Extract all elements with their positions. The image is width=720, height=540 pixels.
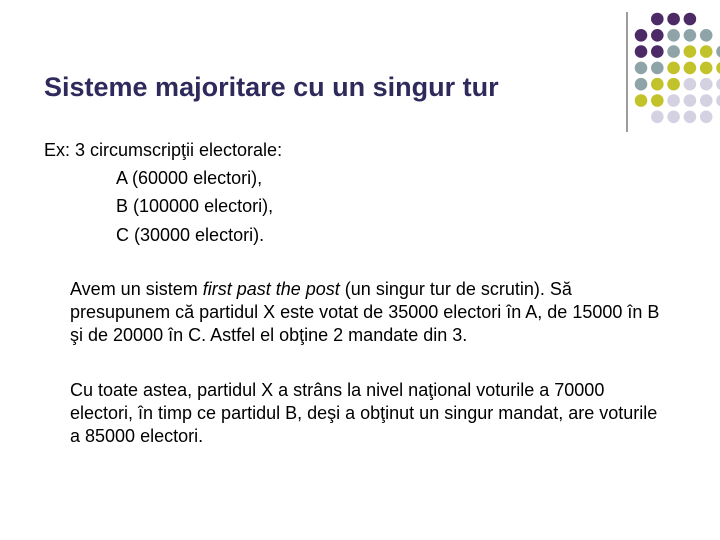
decorative-dot [667,45,680,58]
decorative-dot [667,111,680,124]
decorative-dot [716,94,720,107]
decorative-dot [651,78,664,91]
decorative-dot [635,29,648,42]
decorative-dot [700,45,713,58]
decorative-dot [700,62,713,75]
decorative-dot [651,13,664,26]
decorative-dot [635,45,648,58]
decorative-dot [684,78,697,91]
decorative-dot [651,94,664,107]
decorative-dot-grid [0,0,720,140]
decorative-dot [651,45,664,58]
circumscription-a: A (60000 electori), [116,168,263,188]
decorative-dot [635,62,648,75]
decorative-dot [700,78,713,91]
decorative-dot [667,29,680,42]
decorative-dot [635,94,648,107]
paragraph-national-votes: Cu toate astea, partidul X a strâns la nivel naţional voturile a 70000 electori, în timp ce partidul B, deşi a obţinut un singur mandat, are voturile a 85000 electori. [70,380,658,446]
decorative-dot [684,13,697,26]
circumscription-b: B (100000 electori), [116,196,274,216]
decorative-dot [700,94,713,107]
decorative-dot [667,78,680,91]
decorative-dot [684,62,697,75]
decorative-dot [667,62,680,75]
decorative-dot [651,29,664,42]
decorative-dot [684,94,697,107]
decorative-dot [651,62,664,75]
decorative-dot [667,13,680,26]
slide-title: Sisteme majoritare cu un singur tur [44,72,499,102]
decorative-dot [635,78,648,91]
decorative-dot [684,45,697,58]
decorative-dot [684,111,697,124]
example-intro: Ex: 3 circumscripţii electorale: [44,140,283,160]
fptp-term: first past the post [202,279,340,299]
decorative-dot [716,62,720,75]
decorative-dot [667,94,680,107]
paragraph-fptp-rest: (un singur tur de scrutin). Să presupunem că partidul X este votat de 35000 electori în A, de 15000 în B şi de 20000 în C. Astfel el obţine 2 mandate din 3. [70,279,660,345]
decorative-dot [700,29,713,42]
decorative-dot [684,29,697,42]
decorative-dot [651,111,664,124]
decorative-dot [700,111,713,124]
circumscription-c: C (30000 electori). [116,225,265,245]
decorative-dot [716,78,720,91]
decorative-dot [716,45,720,58]
paragraph-fptp-start: Avem un sistem [70,279,203,299]
paragraph-fptp [70,278,660,347]
